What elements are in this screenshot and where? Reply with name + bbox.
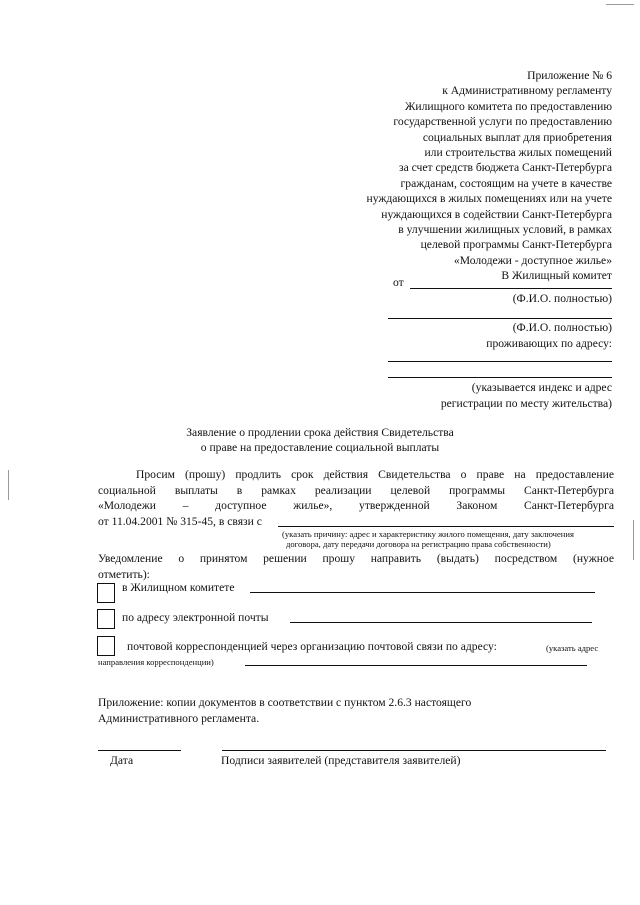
option-post-address-field[interactable]	[245, 665, 587, 666]
option-post-checkbox[interactable]	[97, 636, 115, 656]
request-line: Просим (прошу) продлить срок действия Свидетельства о праве на предоставление	[136, 468, 614, 481]
option-housing-committee-checkbox[interactable]	[97, 583, 115, 603]
from-label: от	[393, 276, 404, 289]
scan-edge-mark-top	[606, 4, 634, 5]
annex-line: нуждающихся в содействии Санкт-Петербурга	[381, 207, 612, 221]
scan-edge-mark-right	[633, 520, 634, 560]
title-line: о праве на предоставление социальной выплаты	[200, 441, 440, 454]
annex-line: в улучшении жилищных условий, в рамках	[398, 223, 612, 237]
second-name-field[interactable]	[388, 318, 612, 319]
reason-hint: договора, дату передачи договора на регистрацию права собственности)	[286, 539, 551, 549]
signature-field[interactable]	[222, 750, 606, 751]
annex-line: или строительства жилых помещений	[424, 146, 612, 160]
annex-header	[312, 68, 612, 284]
address-caption: регистрации по месту жительства)	[440, 397, 612, 410]
annex-line: Жилищного комитета по предоставлению	[404, 99, 612, 113]
request-line: социальной выплаты в рамках реализации целевой программы Санкт-Петербурга	[98, 483, 614, 497]
option-email-field[interactable]	[290, 622, 592, 623]
reason-hint: (указать причину: адрес и характеристику жилого помещения, дату заключения	[282, 529, 574, 539]
annex-line: Приложение № 6	[527, 69, 612, 82]
notify-paragraph	[98, 551, 614, 582]
notify-line: Уведомление о принятом решении прошу направить (выдать) посредством (нужное	[98, 552, 614, 565]
annex-line: гражданам, состоящим на учете в качестве	[400, 176, 612, 190]
scan-edge-mark-left	[8, 470, 9, 500]
title-line: Заявление о продлении срока действия Свидетельства	[186, 426, 454, 439]
option-post-hint: (указать адрес	[546, 643, 599, 653]
address-caption: (указывается индекс и адрес	[471, 381, 612, 394]
annex-line: В Жилищный комитет	[501, 269, 612, 283]
date-field[interactable]	[98, 750, 181, 751]
from-name-field[interactable]	[410, 288, 612, 289]
signature-label: Подписи заявителей (представителя заявителей)	[221, 754, 461, 767]
annex-line: к Административному регламенту	[442, 84, 612, 98]
fio-caption: (Ф.И.О. полностью)	[512, 321, 612, 334]
notify-line: отметить):	[98, 567, 150, 581]
option-email-label: по адресу электронной почты	[122, 611, 269, 624]
address-field-1[interactable]	[388, 361, 612, 362]
annex-line: «Молодежи - доступное жилье»	[453, 253, 612, 267]
option-post-label: почтовой корреспонденцией через организацию почтовой связи по адресу:	[127, 640, 497, 653]
reason-field[interactable]	[278, 526, 614, 527]
document-title	[0, 425, 640, 455]
annex-line: государственной услуги по предоставлению	[393, 115, 612, 129]
residing-label: проживающих по адресу:	[486, 337, 612, 350]
option-email-checkbox[interactable]	[97, 609, 115, 629]
date-label: Дата	[110, 754, 134, 767]
attachment-line: Административного регламента.	[98, 712, 260, 725]
option-housing-committee-label: в Жилищном комитете	[122, 581, 235, 594]
request-line: «Молодежи – доступное жилье», утвержденной Законом Санкт-Петербурга	[98, 499, 614, 512]
annex-line: за счет средств бюджета Санкт-Петербурга	[399, 161, 612, 175]
request-paragraph	[98, 467, 614, 514]
address-field-2[interactable]	[388, 377, 612, 378]
request-line: от 11.04.2001 № 315-45, в связи с	[98, 515, 262, 528]
attachment-line: Приложение: копии документов в соответствии с пунктом 2.6.3 настоящего	[98, 696, 472, 709]
fio-caption: (Ф.И.О. полностью)	[512, 292, 612, 305]
annex-line: социальных выплат для приобретения	[422, 130, 612, 144]
option-housing-committee-field[interactable]	[250, 592, 595, 593]
option-post-hint: направления корреспонденции)	[98, 657, 214, 667]
annex-line: нуждающихся в жилых помещениях или на учете	[366, 192, 612, 206]
annex-line: целевой программы Санкт-Петербурга	[420, 238, 612, 252]
